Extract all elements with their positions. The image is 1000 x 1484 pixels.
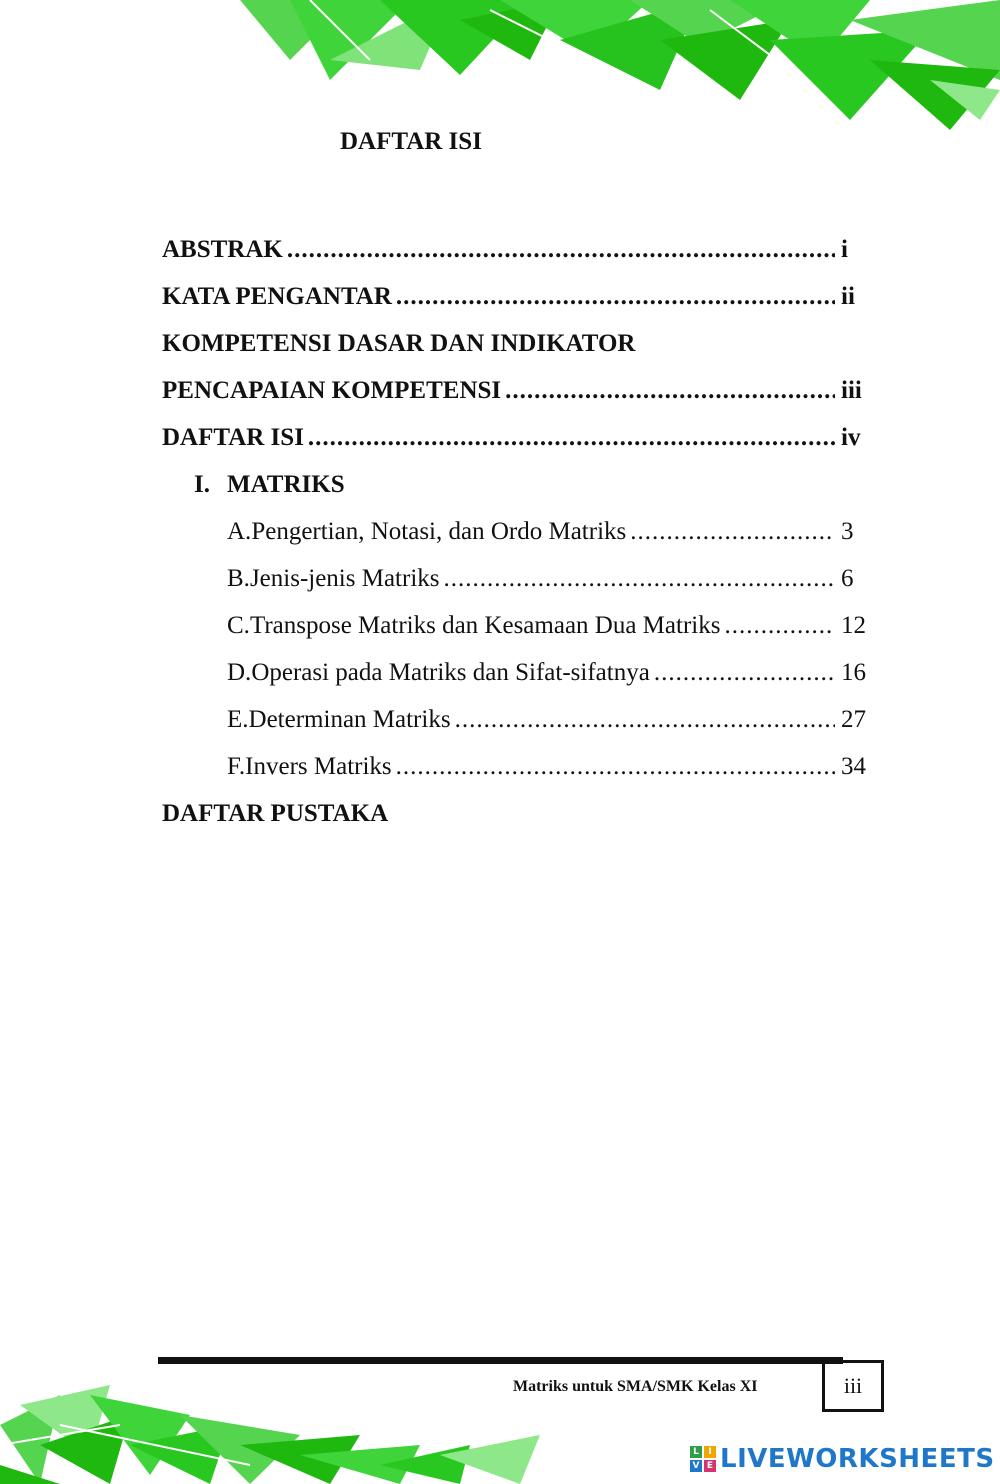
toc-subitem-a[interactable] bbox=[162, 508, 867, 555]
footer-page-number: iii bbox=[822, 1360, 884, 1412]
toc-label: PENCAPAIAN KOMPETENSI bbox=[162, 377, 502, 404]
toc-leader-dots bbox=[444, 555, 835, 602]
toc-subitem-d[interactable] bbox=[162, 649, 867, 696]
toc-label: KOMPETENSI DASAR DAN INDIKATOR bbox=[162, 330, 636, 357]
toc-leader-dots bbox=[630, 508, 835, 555]
toc-page-number: 12 bbox=[841, 612, 866, 639]
toc-item-kata-pengantar[interactable] bbox=[162, 273, 867, 320]
toc-page-number: i bbox=[841, 236, 848, 263]
subitem-letter: D. bbox=[227, 659, 252, 686]
toc-leader-dots bbox=[287, 226, 835, 273]
top-green-triangles-decoration bbox=[230, 0, 1000, 135]
toc-subitem-b[interactable] bbox=[162, 555, 867, 602]
liveworksheets-grid-icon: L I V E bbox=[690, 1446, 716, 1472]
footer-book-title: Matriks untuk SMA/SMK Kelas XI bbox=[513, 1378, 758, 1395]
toc-label: KATA PENGANTAR bbox=[162, 283, 392, 310]
subitem-letter: C. bbox=[227, 612, 250, 639]
toc-page-number: iii bbox=[841, 377, 862, 404]
toc-subitem-c[interactable] bbox=[162, 602, 867, 649]
subitem-letter: F. bbox=[227, 753, 246, 780]
toc-page-number: iv bbox=[841, 424, 861, 451]
liveworksheets-wordmark: LIVEWORKSHEETS bbox=[720, 1444, 995, 1474]
toc-subitem-e[interactable] bbox=[162, 696, 867, 743]
subitem-letter: E. bbox=[227, 706, 249, 733]
toc-leader-dots bbox=[724, 602, 835, 649]
toc-item-kompetensi-line1[interactable] bbox=[162, 320, 867, 367]
toc-label: DAFTAR ISI bbox=[162, 424, 304, 451]
toc-page-number: ii bbox=[841, 283, 855, 310]
liveworksheets-logo bbox=[690, 1444, 995, 1474]
toc-chapter-matriks[interactable] bbox=[162, 461, 867, 508]
toc-leader-dots bbox=[396, 273, 835, 320]
footer-divider bbox=[158, 1357, 843, 1364]
toc-item-abstrak[interactable] bbox=[162, 226, 867, 273]
toc-item-kompetensi-line2[interactable] bbox=[162, 367, 867, 414]
toc-label: Determinan Matriks bbox=[248, 706, 451, 733]
toc-page-number: 3 bbox=[841, 518, 854, 545]
toc-subitem-f[interactable] bbox=[162, 743, 867, 790]
toc-label: Operasi pada Matriks dan Sifat-sifatnya bbox=[251, 659, 650, 686]
toc-page-number: 6 bbox=[841, 565, 854, 592]
toc-leader-dots bbox=[308, 414, 835, 461]
toc-label: Invers Matriks bbox=[245, 753, 392, 780]
toc-label: ABSTRAK bbox=[162, 236, 283, 263]
toc-label: DAFTAR PUSTAKA bbox=[162, 800, 389, 827]
toc-label: Jenis-jenis Matriks bbox=[249, 565, 440, 592]
chapter-number: I. bbox=[194, 471, 210, 498]
subitem-letter: B. bbox=[227, 565, 250, 592]
page-title: DAFTAR ISI bbox=[340, 128, 482, 155]
toc-page-number: 27 bbox=[841, 706, 866, 733]
toc-item-daftar-isi[interactable] bbox=[162, 414, 867, 461]
toc-page-number: 34 bbox=[841, 753, 866, 780]
toc-leader-dots bbox=[505, 367, 835, 414]
toc-label: Pengertian, Notasi, dan Ordo Matriks bbox=[251, 518, 627, 545]
toc-item-daftar-pustaka[interactable] bbox=[162, 790, 867, 837]
toc-page-number: 16 bbox=[841, 659, 866, 686]
toc-leader-dots bbox=[654, 649, 835, 696]
toc-label: Transpose Matriks dan Kesamaan Dua Matriks bbox=[249, 612, 721, 639]
table-of-contents bbox=[162, 226, 867, 837]
toc-leader-dots bbox=[455, 696, 835, 743]
toc-leader-dots bbox=[396, 743, 835, 790]
subitem-letter: A. bbox=[227, 518, 252, 545]
bottom-green-triangles-decoration bbox=[0, 1385, 560, 1484]
toc-label: MATRIKS bbox=[227, 471, 345, 498]
